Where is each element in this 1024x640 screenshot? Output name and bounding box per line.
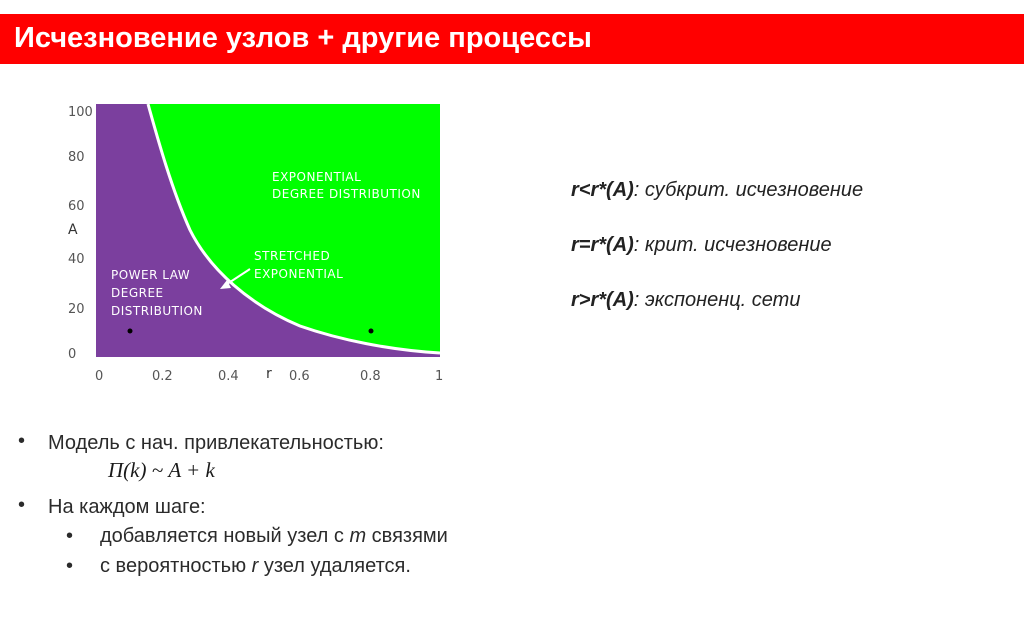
sub-bullet-dot: • xyxy=(66,525,74,547)
sample-dot-exponential xyxy=(369,329,374,334)
var-m: m xyxy=(349,525,367,547)
legend-subcritical xyxy=(571,179,863,202)
x-tick-0-8: 0.8 xyxy=(360,369,381,384)
x-axis-label: r xyxy=(266,366,272,382)
sub-bullet-text: узел удаляется. xyxy=(258,555,411,577)
bullet-dot: • xyxy=(18,430,26,452)
exponential-label-line1: EXPONENTIAL xyxy=(272,170,362,184)
stretched-label-line2: EXPONENTIAL xyxy=(254,267,344,281)
x-tick-0-2: 0.2 xyxy=(152,369,173,384)
slide-title: Исчезновение узлов + другие процессы xyxy=(14,22,592,54)
sub-bullet-text: связями xyxy=(366,525,448,547)
bullet-model: Модель с нач. привлекательностью: xyxy=(48,432,384,454)
stretched-label-line1: STRETCHED xyxy=(254,249,331,263)
x-tick-0-6: 0.6 xyxy=(289,369,310,384)
y-tick-0: 0 xyxy=(68,347,77,362)
sub-bullet-remove-node xyxy=(100,555,411,578)
sample-dot-power-law xyxy=(128,329,133,334)
sub-bullet-add-node xyxy=(100,525,448,548)
power-law-label-line2: DEGREE xyxy=(111,286,164,300)
y-tick-100: 100 xyxy=(68,105,93,120)
y-axis-label: A xyxy=(68,222,78,238)
y-tick-40: 40 xyxy=(68,252,85,267)
y-tick-80: 80 xyxy=(68,150,85,165)
sub-bullet-text: с вероятностью xyxy=(100,555,252,577)
legend-condition: r=r*(A) xyxy=(571,234,634,256)
sub-bullet-dot: • xyxy=(66,555,74,577)
attractiveness-formula: Π(k) ~ A + k xyxy=(108,458,215,482)
x-tick-0-4: 0.4 xyxy=(218,369,239,384)
bullet-step: На каждом шаге: xyxy=(48,496,206,518)
y-tick-60: 60 xyxy=(68,199,85,214)
power-law-label-line3: DISTRIBUTION xyxy=(111,304,203,318)
legend-text: : субкрит. исчезновение xyxy=(633,179,864,201)
legend-condition: r<r*(A) xyxy=(571,179,634,201)
legend-critical xyxy=(571,234,832,257)
legend-text: : крит. исчезновение xyxy=(633,234,832,256)
legend-text: : экспоненц. сети xyxy=(633,289,801,311)
exponential-label-line2: DEGREE DISTRIBUTION xyxy=(272,187,421,201)
bullet-dot: • xyxy=(18,494,26,516)
legend-supercritical xyxy=(571,289,800,312)
power-law-label-line1: POWER LAW xyxy=(111,268,191,282)
var-r: r xyxy=(251,555,259,577)
legend-condition: r>r*(A) xyxy=(571,289,634,311)
x-tick-0: 0 xyxy=(95,369,104,384)
y-tick-20: 20 xyxy=(68,302,85,317)
x-tick-1: 1 xyxy=(435,369,444,384)
sub-bullet-text: добавляется новый узел с xyxy=(100,525,350,547)
